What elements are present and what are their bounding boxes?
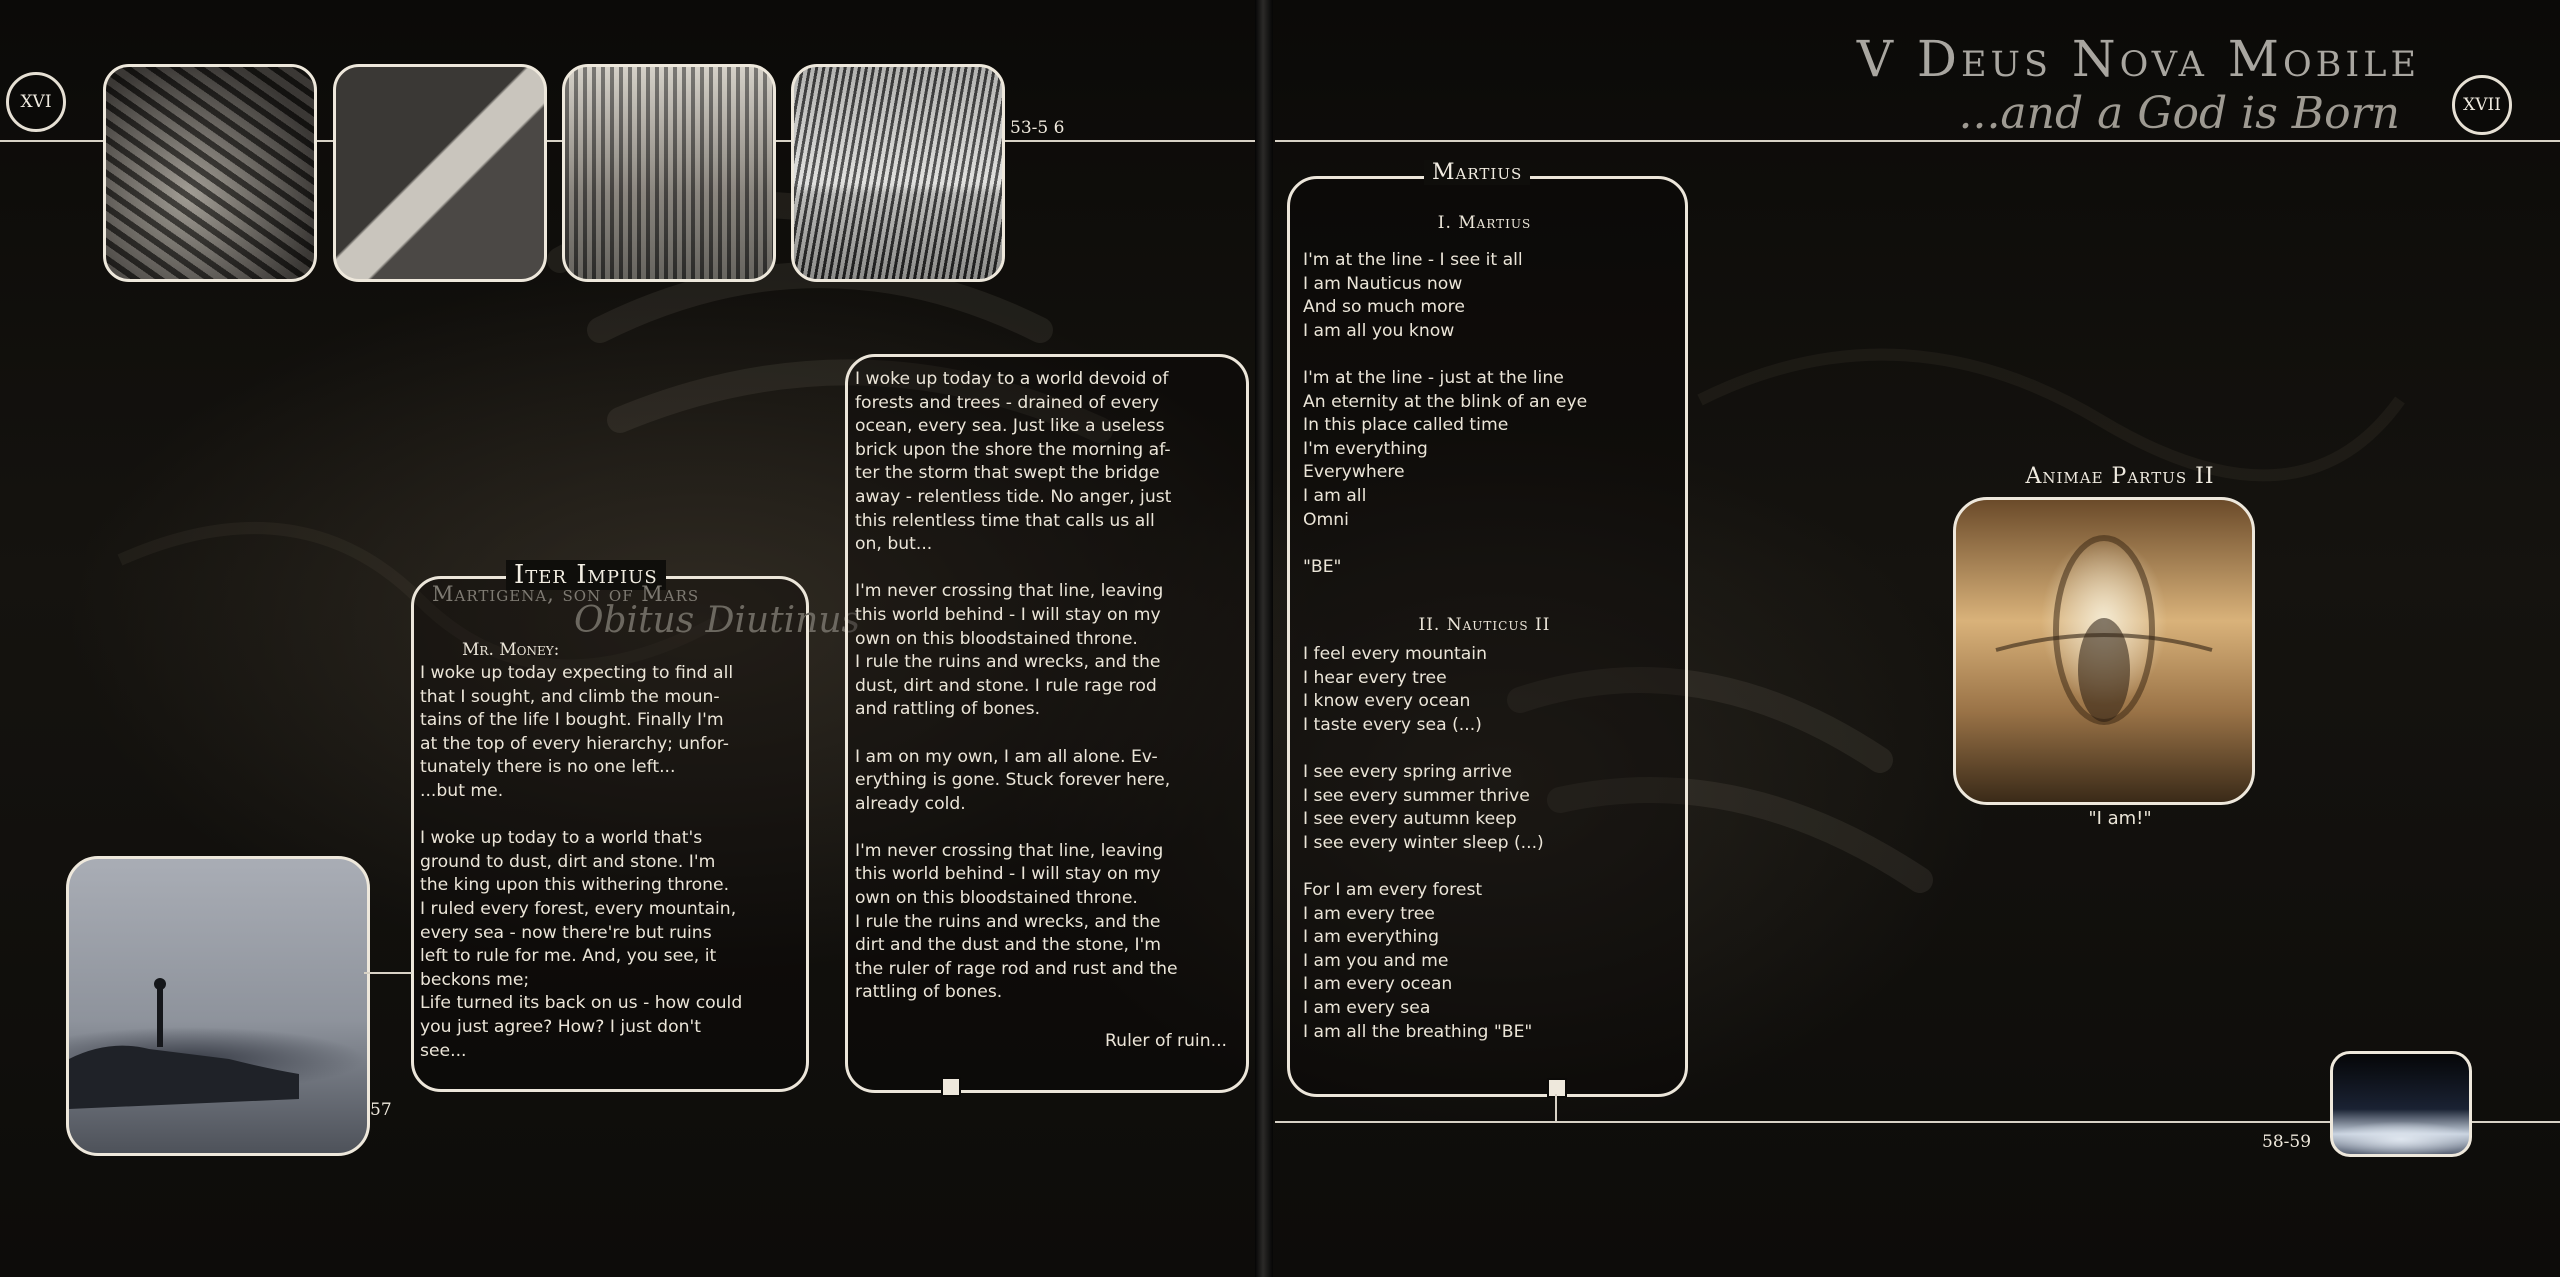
text-line: I woke up today to a world devoid of (855, 369, 1169, 389)
photo-connector (364, 972, 412, 974)
text-line: I see every winter sleep (...) (1303, 832, 1544, 853)
iter-impius-script: Obitus Diutinus (574, 600, 861, 641)
text-line: I am Nauticus now (1303, 273, 1463, 294)
text-line: this relentless time that calls us all (855, 510, 1155, 531)
text-line: I ruled every forest, every mountain, (420, 898, 737, 919)
text-line: I'm at the line - just at the line (1303, 367, 1564, 388)
text-line: tains of the life I bought. Finally I'm (420, 710, 724, 731)
book-gutter (1255, 0, 1273, 1277)
top-rule-right (1275, 140, 2560, 142)
text-line: forests and trees - drained of every (855, 392, 1160, 413)
text-line: I hear every tree (1303, 667, 1447, 688)
text-line: brick upon the shore the morning af- (855, 439, 1171, 460)
text-line: dirt and the dust and the stone, I'm (855, 935, 1161, 956)
box-marker-middle (941, 1077, 961, 1097)
lyrics-middle-closing: Ruler of ruin... (1105, 1031, 1227, 1051)
page-number-58-59: 58-59 (2262, 1132, 2312, 1152)
text-line (420, 804, 795, 828)
animae-title: Animae Partus II (2025, 464, 2215, 489)
page-number-left (6, 72, 66, 132)
text-line: beckons me; (420, 969, 530, 990)
text-line: you just agree? How? I just don't (420, 1016, 701, 1037)
text-line: Life turned its back on us - how could (420, 993, 743, 1014)
text-line: I am you and me (1303, 950, 1449, 971)
martius-section-1: I. Martius (1437, 213, 1532, 233)
text-line (1303, 532, 1673, 556)
text-line: erything is gone. Stuck forever here, (855, 770, 1171, 791)
photo-planet-horizon (2330, 1051, 2472, 1157)
photo-animae-partus (1953, 497, 2255, 805)
top-rule-left-end (1180, 140, 1255, 142)
text-line: And so much more (1303, 297, 1465, 318)
text-line: every sea - now there're but ruins (420, 922, 712, 943)
text-line: away - relentless tide. No anger, just (855, 486, 1172, 507)
thumb-photo-corner (333, 64, 547, 282)
iter-impius-subtitle: Martigena, son of Mars (432, 582, 700, 606)
page-number-right (2452, 75, 2512, 135)
text-line: this world behind - I will stay on my (855, 604, 1161, 625)
text-line (1303, 343, 1673, 367)
thumb-reference: 53-5 6 (1010, 118, 1065, 138)
martius-lines-1 (1303, 249, 1673, 579)
text-line (855, 722, 1235, 746)
text-line: I am all the breathing "BE" (1303, 1021, 1533, 1042)
thumb-photo-reeds (791, 64, 1005, 282)
text-line: I am every tree (1303, 903, 1435, 924)
text-line: tunately there is no one left... (420, 757, 676, 778)
page-subtitle: ...and a God is Born (1958, 88, 2400, 139)
text-line: I am on my own, I am all alone. Ev- (855, 746, 1158, 767)
text-line: An eternity at the blink of an eye (1303, 391, 1588, 412)
text-line: and rattling of bones. (855, 699, 1041, 720)
martius-connector (1555, 1094, 1557, 1122)
text-line: the king upon this withering throne. (420, 875, 730, 896)
text-line: ocean, every sea. Just like a useless (855, 416, 1165, 437)
text-line: ...but me. (420, 780, 504, 801)
text-line: Omni (1303, 509, 1349, 530)
text-line: I'm never crossing that line, leaving (855, 840, 1164, 861)
animae-figure (1956, 500, 2252, 802)
text-line: I'm never crossing that line, leaving (855, 581, 1164, 602)
text-line: ground to dust, dirt and stone. I'm (420, 851, 716, 872)
text-line: already cold. (855, 793, 966, 814)
text-line: I see every summer thrive (1303, 785, 1530, 806)
text-line: I rule the ruins and wrecks, and the (855, 911, 1161, 932)
page-number-right-text: XVII (2463, 95, 2501, 115)
text-line: see... (420, 1040, 467, 1061)
animae-caption: "I am!" (2088, 808, 2152, 829)
iter-impius-text (420, 662, 795, 1063)
text-line: I am everything (1303, 927, 1440, 948)
page-number-57: 57 (370, 1100, 392, 1120)
text-line: I feel every mountain (1303, 644, 1487, 664)
speaker-label: Mr. Money: (462, 640, 560, 660)
text-line: I am all (1303, 485, 1367, 506)
text-line: I taste every sea (...) (1303, 714, 1482, 735)
text-line: For I am every forest (1303, 879, 1483, 900)
page-number-left-text: XVI (20, 92, 52, 112)
text-line (1303, 737, 1673, 761)
text-line: this world behind - I will stay on my (855, 864, 1161, 885)
text-line: I rule the ruins and wrecks, and the (855, 652, 1161, 673)
text-line: at the top of every hierarchy; unfor- (420, 733, 729, 754)
text-line: I am every ocean (1303, 974, 1453, 995)
text-line: I am all you know (1303, 320, 1455, 341)
text-line: I woke up today to a world that's (420, 828, 703, 849)
lyrics-middle-text (855, 368, 1235, 1005)
thumb-photo-wreck (103, 64, 317, 282)
text-line: ter the storm that swept the bridge (855, 463, 1160, 484)
martius-lines-2 (1303, 643, 1673, 1044)
text-line: I am every sea (1303, 997, 1431, 1018)
text-line (855, 816, 1235, 840)
text-line: left to rule for me. And, you see, it (420, 946, 717, 967)
text-line: I see every autumn keep (1303, 809, 1517, 830)
text-line: the ruler of rage rod and rust and the (855, 958, 1178, 979)
rocks-silhouette (69, 859, 367, 1153)
text-line: I'm at the line - I see it all (1303, 250, 1523, 270)
text-line (855, 557, 1235, 581)
text-line: I'm everything (1303, 438, 1428, 459)
martius-title: Martius (1424, 160, 1530, 185)
text-line: In this place called time (1303, 415, 1509, 436)
martius-section-2: II. Nauticus II (1418, 615, 1551, 635)
box-marker-martius (1547, 1078, 1567, 1098)
text-line: I woke up today expecting to find all (420, 663, 734, 683)
text-line: that I sought, and climb the moun- (420, 686, 720, 707)
text-line: own on this bloodstained throne. (855, 628, 1138, 649)
thumb-photo-wall (562, 64, 776, 282)
text-line: on, but... (855, 534, 933, 555)
page-title: V Deus Nova Mobile (1856, 30, 2420, 88)
text-line: rattling of bones. (855, 982, 1003, 1003)
iter-impius-title: Iter Impius (506, 560, 666, 590)
photo-figure-on-rocks (66, 856, 370, 1156)
text-line (1303, 855, 1673, 879)
text-line: I know every ocean (1303, 691, 1471, 712)
text-line: "BE" (1303, 556, 1342, 577)
text-line: Everywhere (1303, 462, 1405, 483)
text-line: I see every spring arrive (1303, 761, 1512, 782)
text-line: own on this bloodstained throne. (855, 888, 1138, 909)
text-line: dust, dirt and stone. I rule rage rod (855, 675, 1157, 696)
